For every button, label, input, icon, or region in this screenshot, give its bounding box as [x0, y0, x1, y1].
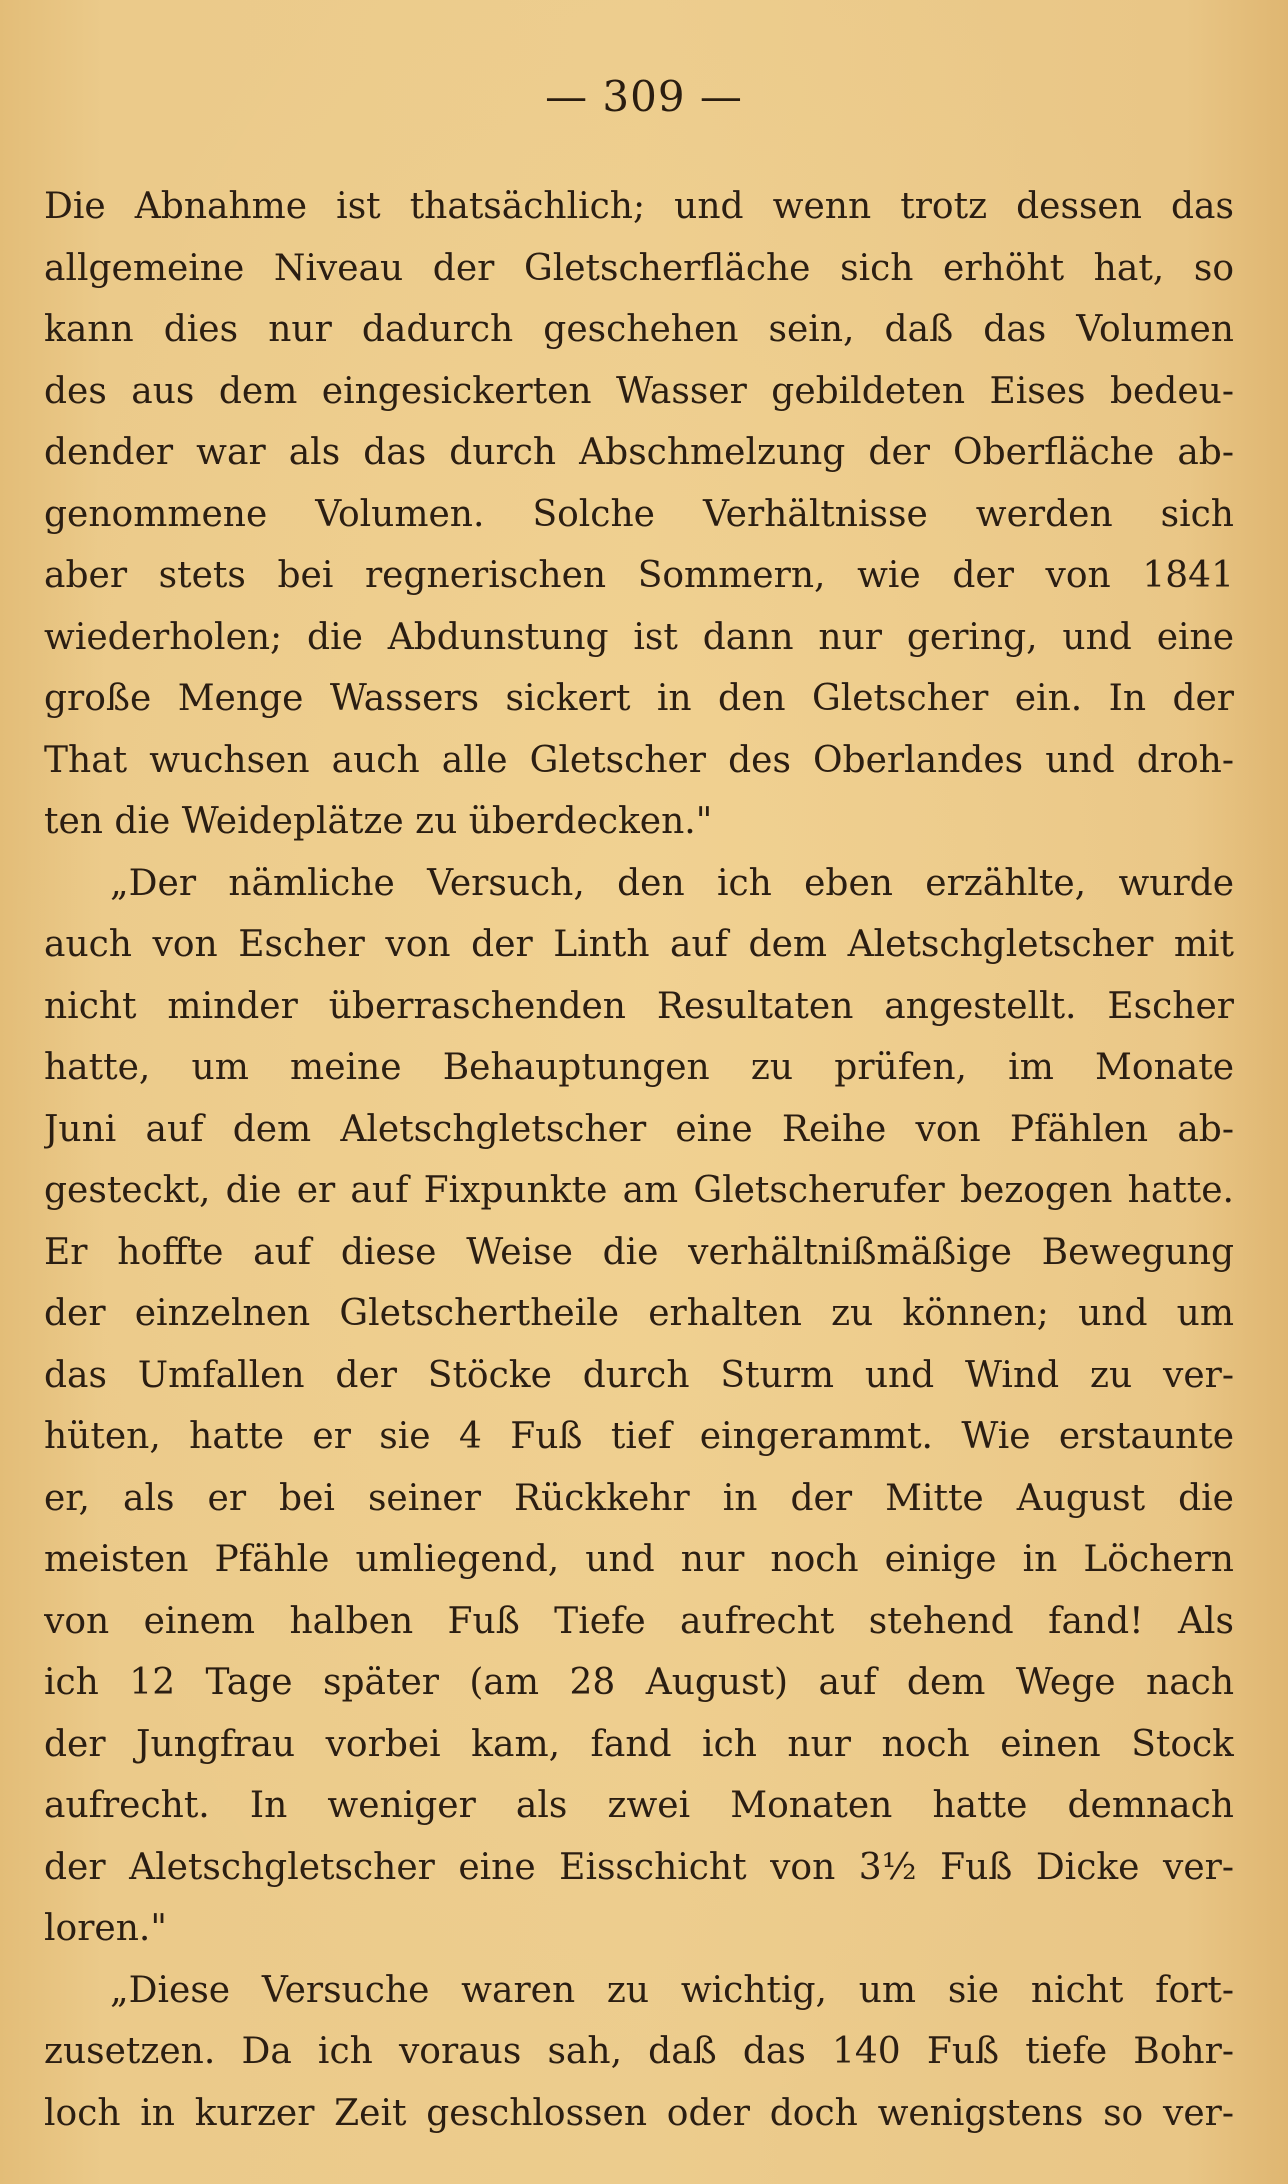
text-line: Die Abnahme ist thatsächlich; und wenn trotz dessen das [44, 186, 1234, 227]
text-line: kann dies nur dadurch geschehen sein, daß das Volumen [44, 309, 1234, 350]
body-text [44, 176, 1234, 2144]
text-line: der einzelnen Gletschertheile erhalten zu können; und um [44, 1293, 1234, 1334]
text-line: allgemeine Niveau der Gletscherfläche sich erhöht hat, so [44, 247, 1234, 289]
text-line: der Aletschgletscher eine Eisschicht von 3½ Fuß Dicke ver- [44, 1846, 1234, 1888]
text-line: „Diese Versuche waren zu wichtig, um sie nicht fort- [110, 1969, 1234, 2011]
text-line: nicht minder überraschenden Resultaten angestellt. Escher [44, 985, 1234, 1027]
text-line: meisten Pfähle umliegend, und nur noch einige in Löchern [44, 1539, 1234, 1580]
text-line: des aus dem eingesickerten Wasser gebildeten Eises bedeu- [44, 370, 1234, 412]
text-line: loren." [44, 1908, 167, 1949]
text-line: gesteckt, die er auf Fixpunkte am Gletscherufer bezogen hatte. [44, 1170, 1234, 1211]
text-line: loch in kurzer Zeit geschlossen oder doch wenigstens so ver- [44, 2092, 1234, 2134]
text-line: er, als er bei seiner Rückkehr in der Mitte August die [44, 1477, 1234, 1519]
text-line: ten die Weideplätze zu überdecken." [44, 801, 713, 842]
text-line: That wuchsen auch alle Gletscher des Oberlandes und droh- [44, 739, 1234, 781]
text-line: „Der nämliche Versuch, den ich eben erzählte, wurde [110, 862, 1234, 904]
text-line: aber stets bei regnerischen Sommern, wie der von 1841 [44, 555, 1234, 596]
text-line: der Jungfrau vorbei kam, fand ich nur noch einen Stock [44, 1723, 1234, 1765]
text-line: zusetzen. Da ich voraus sah, daß das 140 Fuß tiefe Bohr- [44, 2031, 1234, 2072]
text-line: hüten, hatte er sie 4 Fuß tief eingerammt. Wie erstaunte [44, 1416, 1234, 1457]
text-line: hatte, um meine Behauptungen zu prüfen, im Monate [44, 1047, 1234, 1088]
text-line: genommene Volumen. Solche Verhältnisse werden sich [44, 493, 1234, 535]
text-line: Juni auf dem Aletschgletscher eine Reihe von Pfählen ab- [44, 1108, 1234, 1150]
text-line: wiederholen; die Abdunstung ist dann nur gering, und eine [44, 616, 1234, 658]
text-line: von einem halben Fuß Tiefe aufrecht stehend fand! Als [44, 1600, 1234, 1642]
text-line: Er hoffte auf diese Weise die verhältnißmäßige Bewegung [44, 1231, 1234, 1273]
text-line: ich 12 Tage später (am 28 August) auf dem Wege nach [44, 1662, 1234, 1703]
text-line: dender war als das durch Abschmelzung der Oberfläche ab- [44, 432, 1234, 473]
text-line: das Umfallen der Stöcke durch Sturm und Wind zu ver- [44, 1354, 1234, 1396]
page-number: — 309 — [545, 72, 743, 121]
text-line: auch von Escher von der Linth auf dem Aletschgletscher mit [44, 924, 1234, 965]
text-line: aufrecht. In weniger als zwei Monaten hatte demnach [44, 1785, 1234, 1826]
text-line: große Menge Wassers sickert in den Gletscher ein. In der [44, 678, 1234, 719]
